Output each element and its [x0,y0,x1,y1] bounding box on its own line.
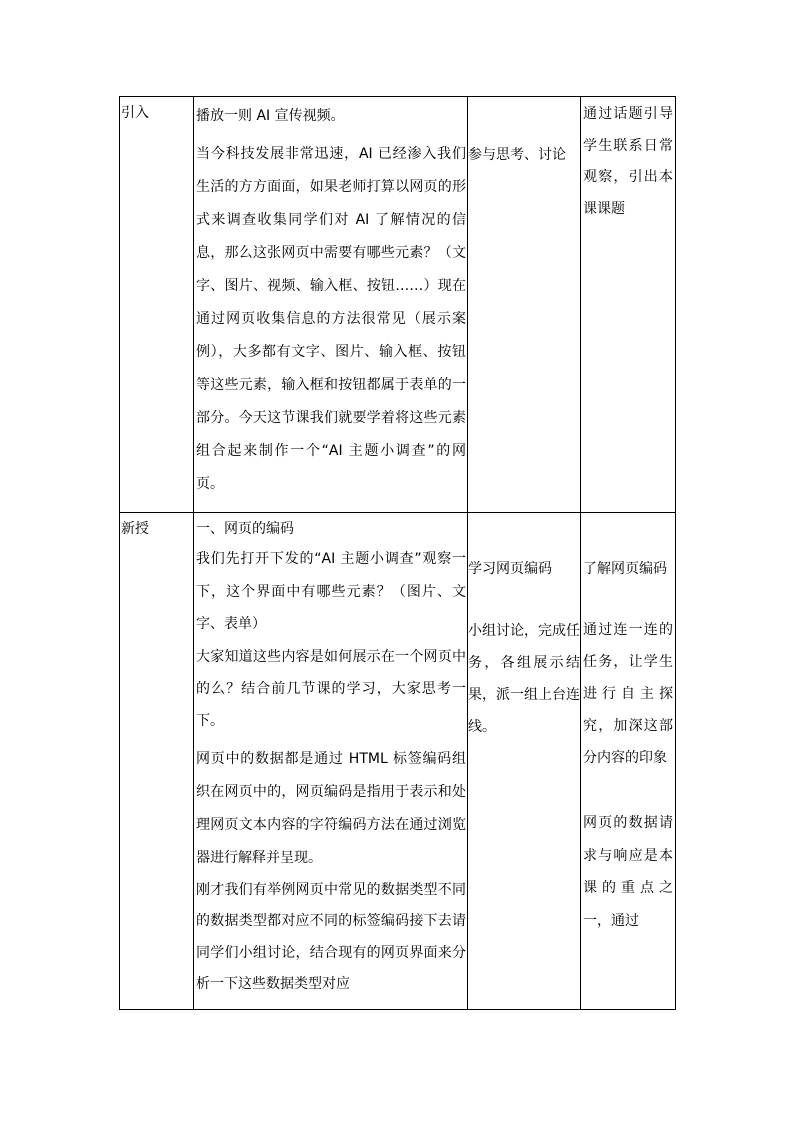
paragraph: 刚才我们有举例网页中常见的数据类型不同的数据类型都对应不同的标签编码接下去请同学们小组讨论，结合现有的网页界面来分析一下这些数据类型对应 [196,881,466,992]
table-row [120,97,676,513]
paragraph: 了解网页编码 [583,561,667,577]
stage-label: 引入 [121,105,149,121]
paragraph: 当今科技发展非常迅速，AI 已经渗入我们生活的方方面面，如果老师打算以网页的形式来调查收集同学们对 AI 了解情况的信息，那么这张网页中需要有哪些元素？（文字、图片、视频、输入框、按钮……）现在通过网页收集信息的方法很常见（展示案例），大多都有文字、图片、输入框、按钮等这些元素，输入框和按钮都属于表单的一部分。今天这节课我们就要学着将这些元素组合起来制作一个“AI 主题小调查”的网页。 [196,146,466,492]
student-activity-cell [468,513,581,1010]
design-intent-cell [581,513,676,1010]
teacher-activity-cell [194,97,468,513]
student-activity-cell [468,97,581,513]
stage-cell [120,97,194,513]
stage-label: 新授 [121,521,149,537]
design-intent-cell [581,97,676,513]
paragraph: 通过连一连的任务，让学生进行自主探究，加深这部分内容的印象 [583,622,673,766]
teacher-activity-cell [194,513,468,1010]
paragraph: 播放一则 AI 宣传视频。 [196,108,345,124]
paragraph: 小组讨论，完成任务，各组展示结果，派一组上台连线。 [468,622,580,735]
paragraph: 网页的数据请求与响应是本课的重点之一，通过 [583,815,673,929]
paragraph: 我们先打开下发的“AI 主题小调查”观察一下，这个界面中有哪些元素？（图片、文字、表单） [196,551,466,632]
paragraph: 通过话题引导学生联系日常观察，引出本课课题 [583,106,673,217]
stage-cell [120,513,194,1010]
paragraph: 学习网页编码 [468,561,552,577]
table-row [120,513,676,1010]
paragraph: 网页中的数据都是通过 HTML 标签编码组织在网页中的，网页编码是指用于表示和处理网页文本内容的字符编码方法在通过浏览器进行解释并呈现。 [196,750,466,866]
section-heading: 一、网页的编码 [196,521,294,537]
lesson-plan-table [119,96,676,1010]
paragraph: 参与思考、讨论 [468,147,566,163]
paragraph: 大家知道这些内容是如何展示在一个网页中的么？结合前几节课的学习，大家思考一下。 [196,648,466,729]
